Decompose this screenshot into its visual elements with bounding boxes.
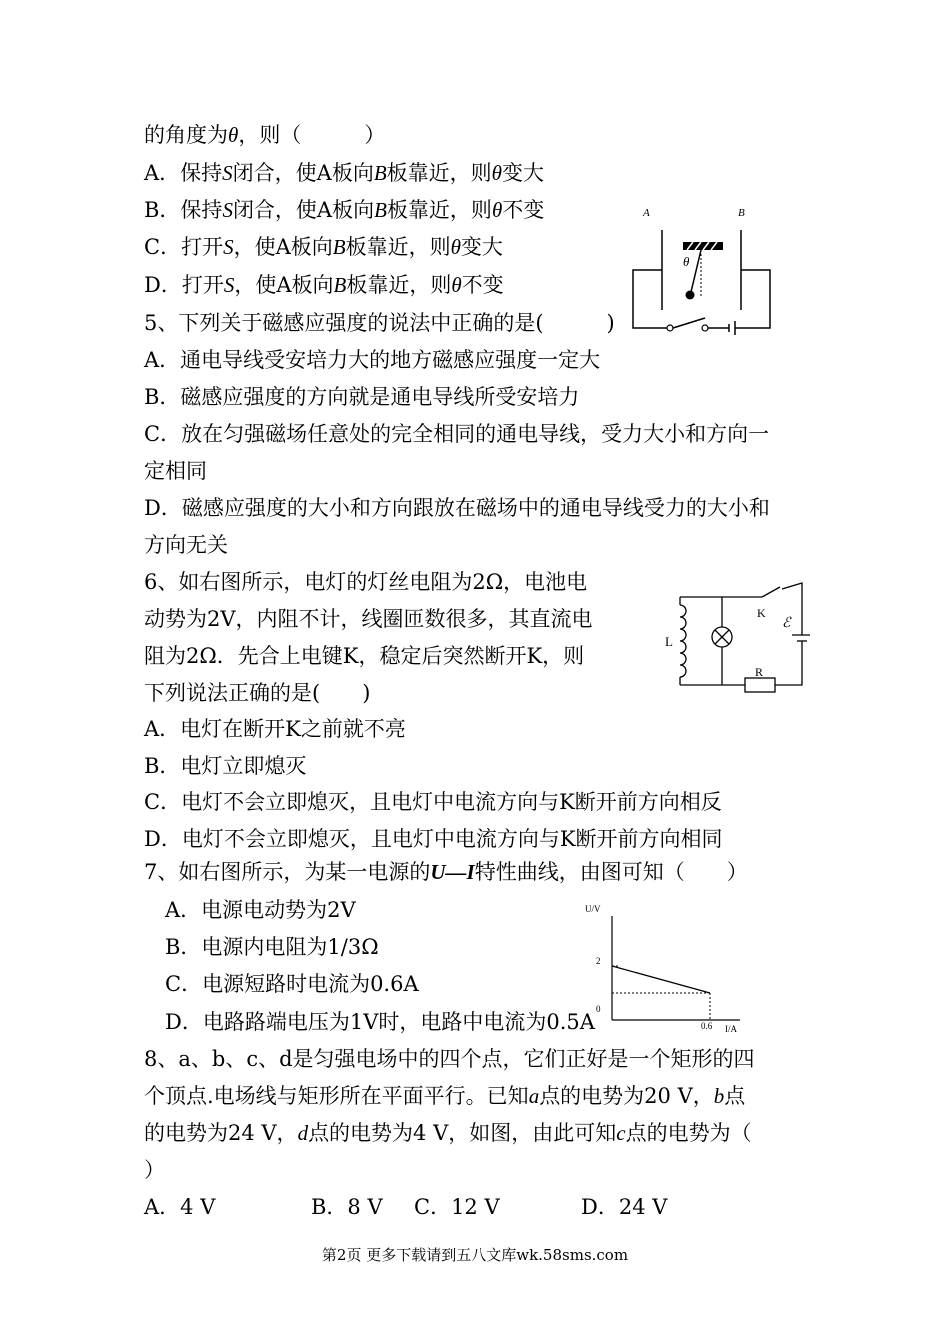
q7-option-d: D．电路路端电压为1V时，电路中电流为0.5A	[165, 1010, 595, 1034]
plate-b-label: B	[738, 207, 745, 219]
y-tick-label: 2	[596, 956, 601, 966]
q7-option-c: C．电源短路时电流为0.6A	[165, 972, 419, 996]
ui-characteristic-chart	[575, 898, 750, 1038]
q8-option-a: A．4 V	[144, 1195, 216, 1219]
q4-cont-text: 的角度为	[144, 123, 228, 147]
q8-stem-line3: 的电势为24 V，d点的电势为4 V，如图，由此可知c点的电势为（	[144, 1121, 752, 1145]
q5-option-c-line2: 定相同	[144, 459, 207, 483]
q8-stem-line2: 个顶点.电场线与矩形所在平面平行。已知a点的电势为20 V，b点	[144, 1084, 746, 1108]
q5-option-d-line2: 方向无关	[144, 533, 228, 557]
q6-option-c: C．电灯不会立即熄灭，且电灯中电流方向与K断开前方向相反	[144, 790, 722, 814]
q7-option-a: A．电源电动势为2V	[165, 898, 356, 922]
ui-series-line	[612, 966, 710, 993]
label-l: L	[665, 634, 673, 649]
pendulum-string	[691, 250, 701, 292]
label-r: R	[755, 665, 764, 679]
theta-label: θ	[683, 254, 690, 269]
q6-option-b: B．电灯立即熄灭	[144, 754, 307, 778]
inductor-coil	[680, 605, 686, 677]
q7-ui-var: U—I	[430, 860, 475, 884]
x-tick-label: 0.6	[701, 1021, 713, 1031]
q8-option-b: B．8 V	[311, 1195, 383, 1219]
q6-stem-line3: 阻为2Ω．先合上电键K，稳定后突然断开K，则	[144, 644, 585, 668]
q4-continuation	[144, 121, 385, 149]
y-tick-label: 0	[596, 1004, 601, 1014]
resistor	[745, 678, 775, 692]
q6-option-a: A．电灯在断开K之前就不亮	[144, 717, 406, 741]
q8-option-d: D．24 V	[581, 1195, 668, 1219]
q6-stem-line4: 下列说法正确的是( )	[144, 681, 371, 705]
x-axis-label: I/A	[725, 1024, 737, 1034]
q4-option-d: D．打开S，使A板向B板靠近，则θ不变	[144, 273, 504, 297]
q7-option-b: B．电源内电阻为1/3Ω	[165, 935, 379, 959]
inductor-circuit-figure	[660, 575, 810, 693]
label-emf: ℰ	[782, 616, 791, 631]
q5-option-d-line1: D．磁感应强度的大小和方向跟放在磁场中的通电导线受力的大小和	[144, 496, 770, 520]
q4-cont-var: θ	[228, 123, 239, 147]
q6-option-d: D．电灯不会立即熄灭，且电灯中电流方向与K断开前方向相同	[144, 827, 723, 851]
q5-option-b: B．磁感应强度的方向就是通电导线所受安培力	[144, 385, 580, 409]
capacitor-pendulum-figure	[625, 200, 785, 340]
q5-option-a: A．通电导线受安培力大的地方磁感应强度一定大	[144, 348, 601, 372]
q8-option-c: C．12 V	[414, 1195, 500, 1219]
q4-cont-post: ，则（ ）	[238, 123, 386, 147]
q5-stem: 5、下列关于磁感应强度的说法中正确的是( )	[144, 311, 615, 335]
plate-a-label: A	[643, 207, 650, 219]
q5-option-c-line1: C．放在匀强磁场任意处的完全相同的通电导线，受力大小和方向一	[144, 422, 770, 446]
switch-contact-left	[667, 325, 673, 331]
q8-options	[144, 1193, 667, 1221]
pendulum-ball	[686, 291, 695, 300]
q6-stem-line2: 动势为2V，内阻不计，线圈匝数很多，其直流电	[144, 607, 593, 631]
page-footer: 第2页 更多下载请到五八文库wk.58sms.com	[321, 1246, 629, 1264]
q4-option-a: A．保持S闭合，使A板向B板靠近，则θ变大	[144, 161, 544, 185]
switch-contact-right	[702, 325, 708, 331]
label-k: K	[757, 606, 766, 620]
q7-stem: 7、如右图所示，为某一电源的U—I特性曲线，由图可知（ ）	[144, 860, 748, 884]
q4-option-c: C．打开S，使A板向B板靠近，则θ变大	[144, 235, 503, 259]
q4-option-b: B．保持S闭合，使A板向B板靠近，则θ不变	[144, 198, 545, 222]
q6-stem-line1: 6、如右图所示，电灯的灯丝电阻为2Ω，电池电	[144, 570, 588, 594]
y-axis-label: U/V	[585, 904, 601, 914]
switch-k	[762, 587, 780, 597]
q8-stem-line4: ）	[144, 1158, 165, 1182]
q8-stem-line1: 8、a、b、c、d是匀强电场中的四个点，它们正好是一个矩形的四	[144, 1047, 755, 1071]
